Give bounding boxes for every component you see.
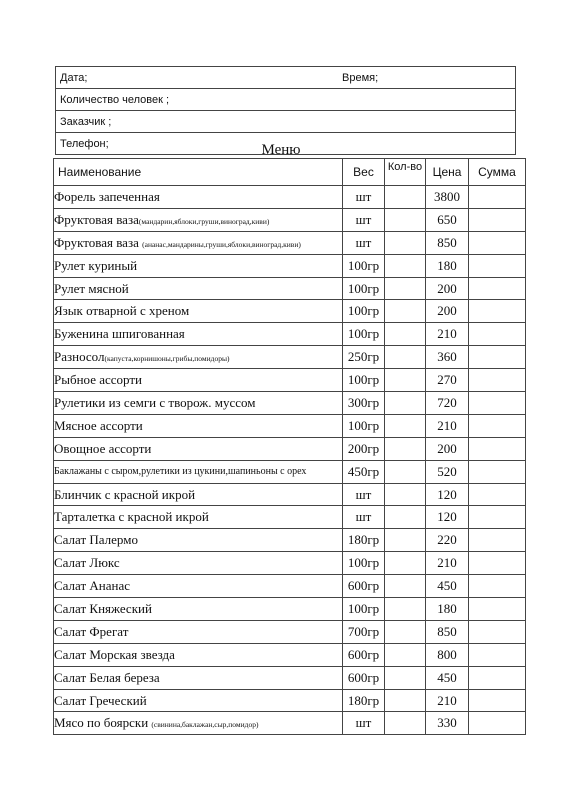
item-price: 360 [426, 346, 469, 369]
item-name: Рулет мясной [54, 280, 129, 296]
item-qty-cell[interactable] [385, 346, 426, 369]
people-row [56, 89, 516, 111]
item-qty-cell[interactable] [385, 575, 426, 598]
item-price: 210 [426, 689, 469, 712]
item-weight: 100гр [343, 552, 385, 575]
table-row [54, 437, 526, 460]
table-row [54, 643, 526, 666]
item-sum-cell[interactable] [469, 369, 526, 392]
item-name: Фруктовая ваза [54, 234, 143, 250]
item-name: Разносол [54, 349, 105, 365]
item-weight: шт [343, 208, 385, 231]
item-price: 180 [426, 254, 469, 277]
item-price: 120 [426, 506, 469, 529]
item-ingredients: (капуста,корнишоны,грибы,помидоры) [104, 354, 230, 364]
item-name-cell [54, 254, 343, 277]
item-name-cell [54, 323, 343, 346]
item-weight: 200гр [343, 437, 385, 460]
item-qty-cell[interactable] [385, 506, 426, 529]
date-label: Дата; [60, 71, 88, 84]
table-row [54, 620, 526, 643]
item-sum-cell[interactable] [469, 460, 526, 483]
item-name-cell [54, 666, 343, 689]
item-weight: шт [343, 231, 385, 254]
item-qty-cell[interactable] [385, 231, 426, 254]
item-qty-cell[interactable] [385, 323, 426, 346]
item-sum-cell[interactable] [469, 231, 526, 254]
table-row [54, 231, 526, 254]
item-weight: 600гр [343, 643, 385, 666]
item-name: Фруктовая ваза [54, 211, 139, 227]
item-weight: 450гр [343, 460, 385, 483]
item-name: Рулетики из семги с творож. муссом [54, 394, 256, 410]
item-weight: 600гр [343, 575, 385, 598]
item-weight: шт [343, 506, 385, 529]
item-name: Буженина шпигованная [54, 326, 185, 342]
table-row [54, 277, 526, 300]
table-row [54, 483, 526, 506]
item-qty-cell[interactable] [385, 277, 426, 300]
item-name-cell [54, 392, 343, 415]
item-name: Блинчик с красной икрой [54, 486, 196, 502]
item-qty-cell[interactable] [385, 208, 426, 231]
item-name-cell [54, 620, 343, 643]
table-row [54, 529, 526, 552]
item-qty-cell[interactable] [385, 598, 426, 621]
item-name: Салат Палермо [54, 532, 138, 548]
item-sum-cell[interactable] [469, 300, 526, 323]
item-qty-cell[interactable] [385, 414, 426, 437]
item-sum-cell[interactable] [469, 598, 526, 621]
item-name-cell [54, 460, 343, 483]
item-qty-cell[interactable] [385, 186, 426, 209]
item-weight: 180гр [343, 689, 385, 712]
item-sum-cell[interactable] [469, 506, 526, 529]
item-price: 850 [426, 620, 469, 643]
item-qty-cell[interactable] [385, 620, 426, 643]
item-name: Язык отварной с хреном [54, 303, 190, 319]
item-name: Рулет куриный [54, 257, 138, 273]
item-sum-cell[interactable] [469, 277, 526, 300]
item-ingredients: (свинина,баклажан,сыр,помидор) [151, 720, 259, 730]
item-sum-cell[interactable] [469, 552, 526, 575]
table-row [54, 575, 526, 598]
customer-row [56, 111, 516, 133]
item-price: 450 [426, 575, 469, 598]
item-price: 800 [426, 643, 469, 666]
item-weight: шт [343, 483, 385, 506]
table-row [54, 346, 526, 369]
item-weight: 100гр [343, 369, 385, 392]
item-ingredients: (мандарин,яблоки,груши,виноград,киви) [138, 216, 270, 226]
item-price: 210 [426, 414, 469, 437]
table-row [54, 552, 526, 575]
item-weight: 100гр [343, 414, 385, 437]
item-qty-cell[interactable] [385, 254, 426, 277]
table-row [54, 208, 526, 231]
item-sum-cell[interactable] [469, 689, 526, 712]
item-sum-cell[interactable] [469, 529, 526, 552]
item-qty-cell[interactable] [385, 437, 426, 460]
item-name: Форель запеченная [54, 188, 160, 204]
item-sum-cell[interactable] [469, 186, 526, 209]
item-price: 450 [426, 666, 469, 689]
item-weight: 180гр [343, 529, 385, 552]
item-name-cell [54, 506, 343, 529]
item-qty-cell[interactable] [385, 552, 426, 575]
item-sum-cell[interactable] [469, 575, 526, 598]
item-name: Салат Фрегат [54, 623, 129, 639]
item-price: 200 [426, 300, 469, 323]
item-name-cell [54, 552, 343, 575]
header-qty: Кол-во [385, 159, 426, 186]
item-qty-cell[interactable] [385, 460, 426, 483]
item-price: 220 [426, 529, 469, 552]
item-sum-cell[interactable] [469, 392, 526, 415]
table-row [54, 666, 526, 689]
item-sum-cell[interactable] [469, 666, 526, 689]
item-name: Рыбное ассорти [54, 372, 142, 388]
item-name-cell [54, 369, 343, 392]
item-sum-cell[interactable] [469, 254, 526, 277]
item-price: 200 [426, 277, 469, 300]
item-weight: 700гр [343, 620, 385, 643]
table-row [54, 300, 526, 323]
people-label: Количество человек ; [56, 89, 516, 111]
item-price: 120 [426, 483, 469, 506]
item-name-cell [54, 689, 343, 712]
item-name-cell [54, 186, 343, 209]
item-weight: 100гр [343, 254, 385, 277]
item-weight: 300гр [343, 392, 385, 415]
menu-header-row [54, 159, 526, 186]
item-weight: 100гр [343, 277, 385, 300]
item-qty-cell[interactable] [385, 483, 426, 506]
item-name-cell [54, 208, 343, 231]
table-row [54, 186, 526, 209]
item-weight: 100гр [343, 598, 385, 621]
header-weight: Вес [343, 159, 385, 186]
item-name-cell [54, 277, 343, 300]
header-sum: Сумма [469, 159, 526, 186]
table-row [54, 689, 526, 712]
item-price: 180 [426, 598, 469, 621]
item-name: Овощное ассорти [54, 440, 152, 456]
table-row [54, 323, 526, 346]
item-qty-cell[interactable] [385, 712, 426, 735]
item-ingredients: (ананас,мандарины,груши,яблоки,виноград,киви) [142, 239, 301, 249]
item-sum-cell[interactable] [469, 208, 526, 231]
item-name: Салат Княжеский [54, 600, 152, 616]
item-sum-cell[interactable] [469, 643, 526, 666]
item-sum-cell[interactable] [469, 346, 526, 369]
item-name-cell [54, 643, 343, 666]
menu-title: Меню [261, 142, 301, 158]
item-qty-cell[interactable] [385, 643, 426, 666]
item-price: 720 [426, 392, 469, 415]
menu-body [54, 186, 526, 735]
item-sum-cell[interactable] [469, 712, 526, 735]
table-row [54, 506, 526, 529]
item-price: 850 [426, 231, 469, 254]
item-name: Салат Люкс [54, 555, 120, 571]
phone-label: Телефон; [56, 133, 516, 155]
item-weight: 250гр [343, 346, 385, 369]
item-name-cell [54, 300, 343, 323]
menu-table [53, 158, 526, 735]
item-weight: 600гр [343, 666, 385, 689]
item-name-cell [54, 712, 343, 735]
item-name: Салат Греческий [54, 692, 147, 708]
item-name: Салат Морская звезда [54, 646, 175, 662]
table-row [54, 369, 526, 392]
table-row [54, 598, 526, 621]
item-name: Мясное ассорти [54, 417, 143, 433]
item-name: Мясо по боярски [54, 715, 152, 731]
table-row [54, 460, 526, 483]
item-price: 650 [426, 208, 469, 231]
item-qty-cell[interactable] [385, 369, 426, 392]
item-price: 210 [426, 552, 469, 575]
item-name-cell [54, 231, 343, 254]
customer-label: Заказчик ; [56, 111, 516, 133]
header-price: Цена [426, 159, 469, 186]
item-name-cell [54, 483, 343, 506]
item-name-cell [54, 598, 343, 621]
item-name-cell [54, 575, 343, 598]
item-sum-cell[interactable] [469, 437, 526, 460]
item-qty-cell[interactable] [385, 392, 426, 415]
item-name: Тарталетка с красной икрой [54, 509, 209, 525]
item-sum-cell[interactable] [469, 414, 526, 437]
item-price: 3800 [426, 186, 469, 209]
item-qty-cell[interactable] [385, 529, 426, 552]
item-qty-cell[interactable] [385, 300, 426, 323]
item-name-cell [54, 346, 343, 369]
table-row [54, 254, 526, 277]
item-weight: 100гр [343, 300, 385, 323]
header-name: Наименование [54, 159, 343, 186]
item-name: Салат Белая береза [54, 669, 160, 685]
item-name: Салат Ананас [54, 578, 131, 594]
date-time-row [56, 67, 516, 89]
table-row [54, 712, 526, 735]
item-name-cell [54, 437, 343, 460]
table-row [54, 414, 526, 437]
item-weight: шт [343, 712, 385, 735]
time-label: Время; [342, 71, 379, 84]
item-price: 200 [426, 437, 469, 460]
item-sum-cell[interactable] [469, 620, 526, 643]
item-weight: 100гр [343, 323, 385, 346]
item-qty-cell[interactable] [385, 689, 426, 712]
item-price: 520 [426, 460, 469, 483]
item-name-cell [54, 529, 343, 552]
item-weight: шт [343, 186, 385, 209]
item-name-cell [54, 414, 343, 437]
table-row [54, 392, 526, 415]
item-qty-cell[interactable] [385, 666, 426, 689]
item-price: 330 [426, 712, 469, 735]
item-sum-cell[interactable] [469, 483, 526, 506]
item-price: 210 [426, 323, 469, 346]
item-name: Баклажаны с сыром,рулетики из цукини,шапиньоны с орех [54, 466, 307, 478]
item-price: 270 [426, 369, 469, 392]
item-sum-cell[interactable] [469, 323, 526, 346]
